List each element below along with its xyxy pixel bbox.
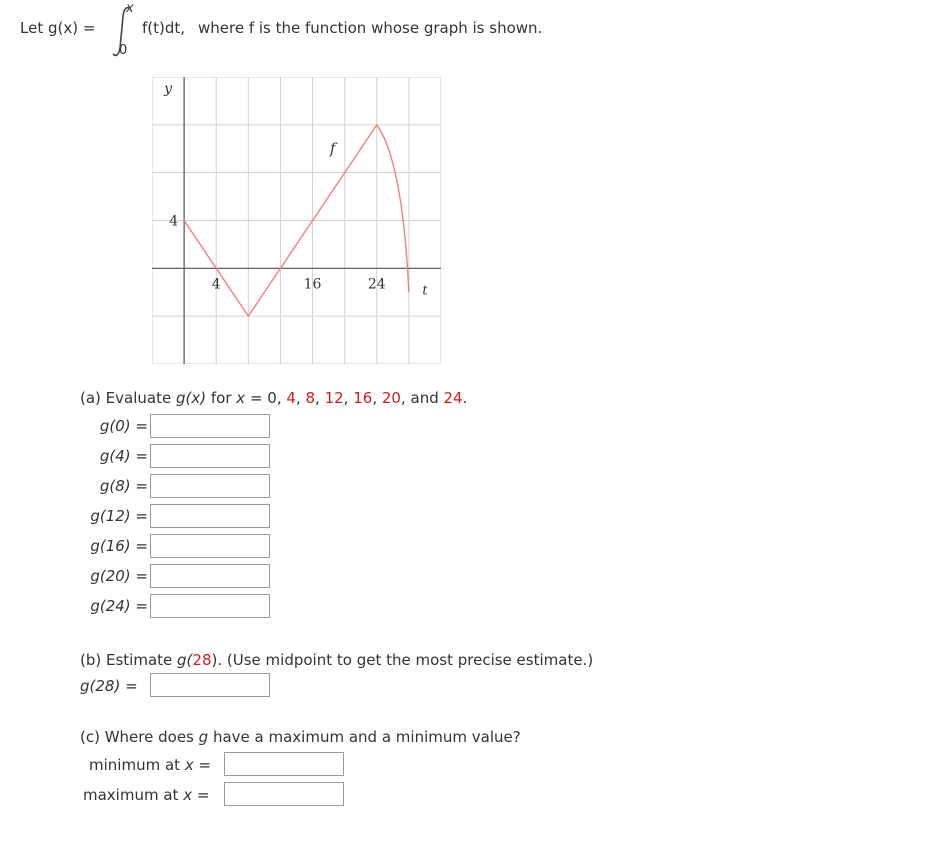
part-a-value: 0 bbox=[267, 389, 277, 407]
g28-label: g(28) = bbox=[80, 677, 138, 695]
part-a-and: and bbox=[410, 389, 439, 407]
lower-limit: 0 bbox=[119, 43, 128, 58]
g20-label: g(20) = bbox=[90, 567, 148, 585]
g28-input[interactable] bbox=[150, 673, 270, 697]
g16-label: g(16) = bbox=[90, 537, 148, 555]
maximum-input[interactable] bbox=[224, 782, 344, 806]
f-label: f bbox=[329, 139, 336, 158]
x-tick-label: 4 bbox=[211, 276, 221, 293]
part-a-for: for bbox=[210, 389, 232, 407]
part-a-var: x bbox=[236, 389, 246, 407]
g8-input[interactable] bbox=[150, 474, 270, 498]
y-tick-label: 4 bbox=[169, 213, 179, 230]
graph-svg bbox=[152, 77, 441, 364]
part-a-fn: g(x) bbox=[175, 389, 207, 407]
part-a-value: 8 bbox=[305, 389, 316, 407]
y-axis-label: y bbox=[164, 80, 173, 97]
part-c-fn: g bbox=[198, 728, 209, 746]
g4-input[interactable] bbox=[150, 444, 270, 468]
statement-suffix: where f is the function whose graph is shown. bbox=[198, 19, 543, 37]
integrand: f(t)dt, bbox=[142, 19, 186, 37]
part-a-value: 12 bbox=[324, 389, 344, 407]
part-b-text: (b) Estimate bbox=[80, 651, 173, 669]
g0-label: g(0) = bbox=[99, 417, 148, 435]
function-graph bbox=[152, 77, 441, 368]
g4-label: g(4) = bbox=[99, 447, 148, 465]
part-b-intro bbox=[80, 651, 593, 669]
part-b-fn: g(28). bbox=[177, 651, 223, 669]
problem-statement bbox=[20, 19, 95, 37]
upper-limit: x bbox=[126, 1, 134, 16]
g0-input[interactable] bbox=[150, 414, 270, 438]
t-axis-label: t bbox=[422, 283, 428, 299]
part-a-period: . bbox=[462, 389, 468, 407]
g12-label: g(12) = bbox=[90, 507, 148, 525]
minimum-label: minimum at x = bbox=[89, 756, 212, 774]
part-c-intro bbox=[80, 728, 521, 746]
g16-input[interactable] bbox=[150, 534, 270, 558]
part-a-intro: (a) Evaluate g(x) for x = 0, 4, 8, 12, 16, 20, and 24. bbox=[80, 389, 468, 407]
part-b-note: (Use midpoint to get the most precise estimate.) bbox=[226, 651, 594, 669]
part-c-text: (c) Where does bbox=[80, 728, 194, 746]
x-tick-label: 16 bbox=[303, 276, 322, 293]
g12-input[interactable] bbox=[150, 504, 270, 528]
maximum-label: maximum at x = bbox=[83, 786, 210, 804]
part-a-text: (a) Evaluate bbox=[80, 389, 172, 407]
g8-label: g(8) = bbox=[99, 477, 148, 495]
g24-input[interactable] bbox=[150, 594, 270, 618]
minimum-input[interactable] bbox=[224, 752, 344, 776]
part-a-value: 16 bbox=[353, 389, 373, 407]
part-a-value: 24 bbox=[443, 389, 463, 407]
part-a-value: 4 bbox=[286, 389, 296, 407]
g24-label: g(24) = bbox=[90, 597, 148, 615]
g20-input[interactable] bbox=[150, 564, 270, 588]
x-tick-label: 24 bbox=[367, 276, 386, 293]
part-a-value: 20 bbox=[381, 389, 401, 407]
statement-prefix: Let g(x) = bbox=[20, 19, 96, 37]
part-a-eq: = bbox=[249, 389, 263, 407]
part-c-text-post: have a maximum and a minimum value? bbox=[212, 728, 521, 746]
